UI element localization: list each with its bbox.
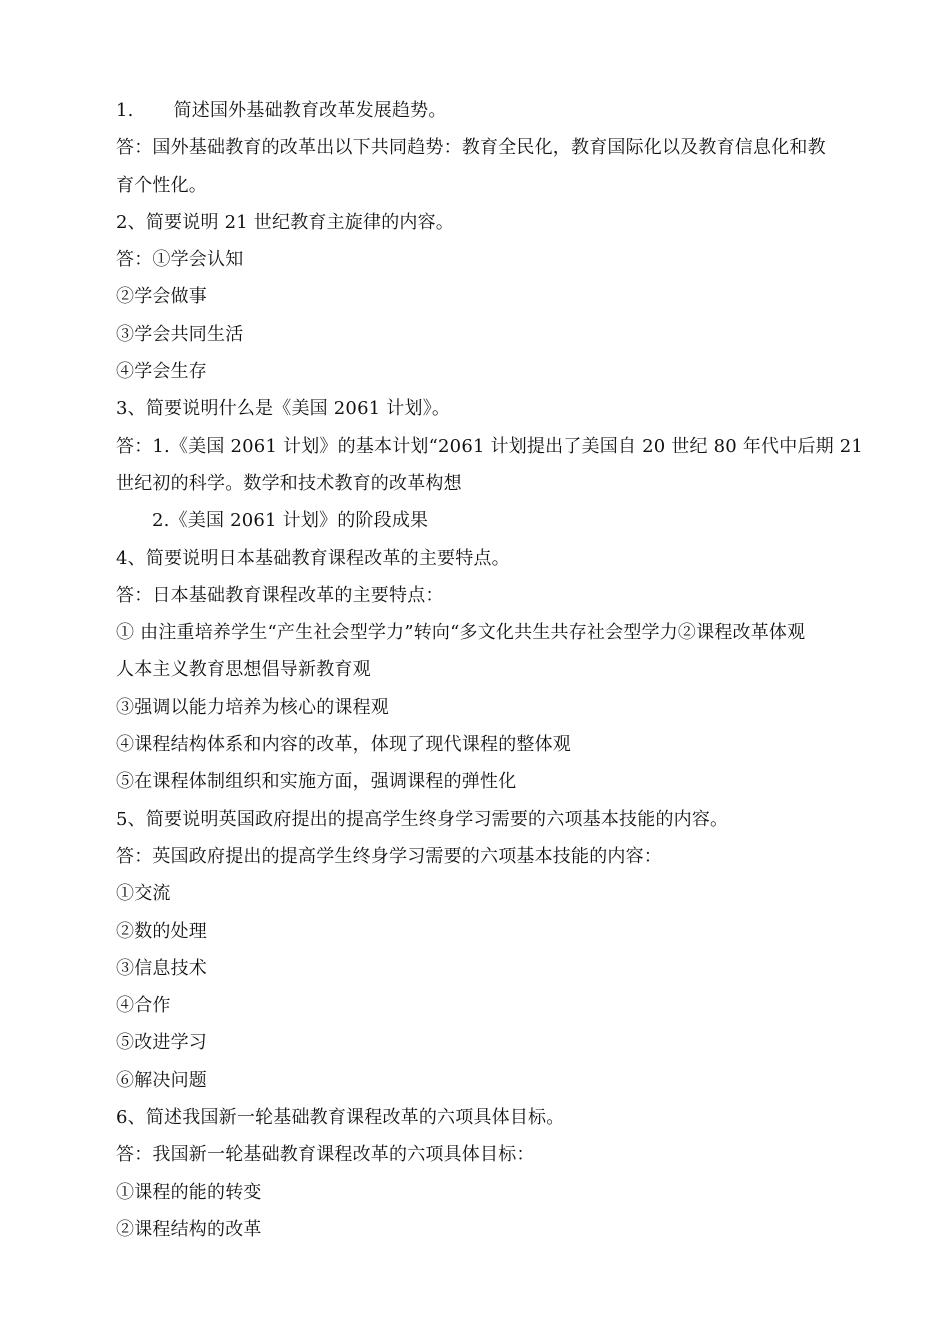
answer-2-item-3: ③学会共同生活 <box>116 323 244 345</box>
answer-4-item-4: ④课程结构体系和内容的改革，体现了现代课程的整体观 <box>116 734 571 756</box>
answer-2-item-1: 答：①学会认知 <box>116 249 244 271</box>
answer-1-line-2: 育个性化。 <box>116 174 207 196</box>
answer-4-item-5: ⑤在课程体制组织和实施方面，强调课程的弹性化 <box>116 771 517 793</box>
answer-5-item-1: ①交流 <box>116 883 171 905</box>
question-5-title: 5、简要说明英国政府提出的提高学生终身学习需要的六项基本技能的内容。 <box>116 808 729 830</box>
answer-5-intro: 答：英国政府提出的提高学生终身学习需要的六项基本技能的内容： <box>116 845 662 867</box>
answer-6-intro: 答：我国新一轮基础教育课程改革的六项具体目标： <box>116 1144 535 1166</box>
answer-6-item-1: ①课程的能的转变 <box>116 1181 262 1203</box>
answer-5-item-4: ④合作 <box>116 995 171 1017</box>
answer-4-intro: 答：日本基础教育课程改革的主要特点： <box>116 584 444 606</box>
question-2-title: 2、简要说明 21 世纪教育主旋律的内容。 <box>116 211 454 233</box>
answer-4-item-1-cont: 人本主义教育思想倡导新教育观 <box>116 659 371 681</box>
question-1-title: 1. 简述国外基础教育改革发展趋势。 <box>116 100 447 121</box>
question-3-title: 3、简要说明什么是《美国 2061 计划》。 <box>116 398 451 420</box>
answer-3-line-1: 答：1.《美国 2061 计划》的基本计划“2061 计划提出了美国自 20 世纪 80 年代中后期 21 <box>116 435 864 457</box>
answer-3-line-2: 世纪初的科学。数学和技术教育的改革构想 <box>116 472 462 494</box>
answer-2-item-4: ④学会生存 <box>116 361 207 383</box>
answer-5-item-6: ⑥解决问题 <box>116 1069 207 1091</box>
answer-2-item-2: ②学会做事 <box>116 286 207 308</box>
answer-5-item-5: ⑤改进学习 <box>116 1032 207 1054</box>
question-4-title: 4、简要说明日本基础教育课程改革的主要特点。 <box>116 547 510 569</box>
answer-4-item-1: ① 由注重培养学生“产生社会型学力”转向“多文化共生共存社会型学力②课程改革体观 <box>116 622 806 644</box>
answer-1-line-1: 答：国外基础教育的改革出以下共同趋势：教育全民化，教育国际化以及教育信息化和教 <box>116 137 826 159</box>
answer-5-item-3: ③信息技术 <box>116 957 207 979</box>
answer-6-item-2: ②课程结构的改革 <box>116 1218 262 1240</box>
question-6-title: 6、简述我国新一轮基础教育课程改革的六项具体目标。 <box>116 1107 565 1129</box>
document-page <box>116 92 864 1248</box>
answer-3-line-3: 2.《美国 2061 计划》的阶段成果 <box>152 510 429 532</box>
answer-5-item-2: ②数的处理 <box>116 920 207 942</box>
answer-4-item-3: ③强调以能力培养为核心的课程观 <box>116 696 389 718</box>
